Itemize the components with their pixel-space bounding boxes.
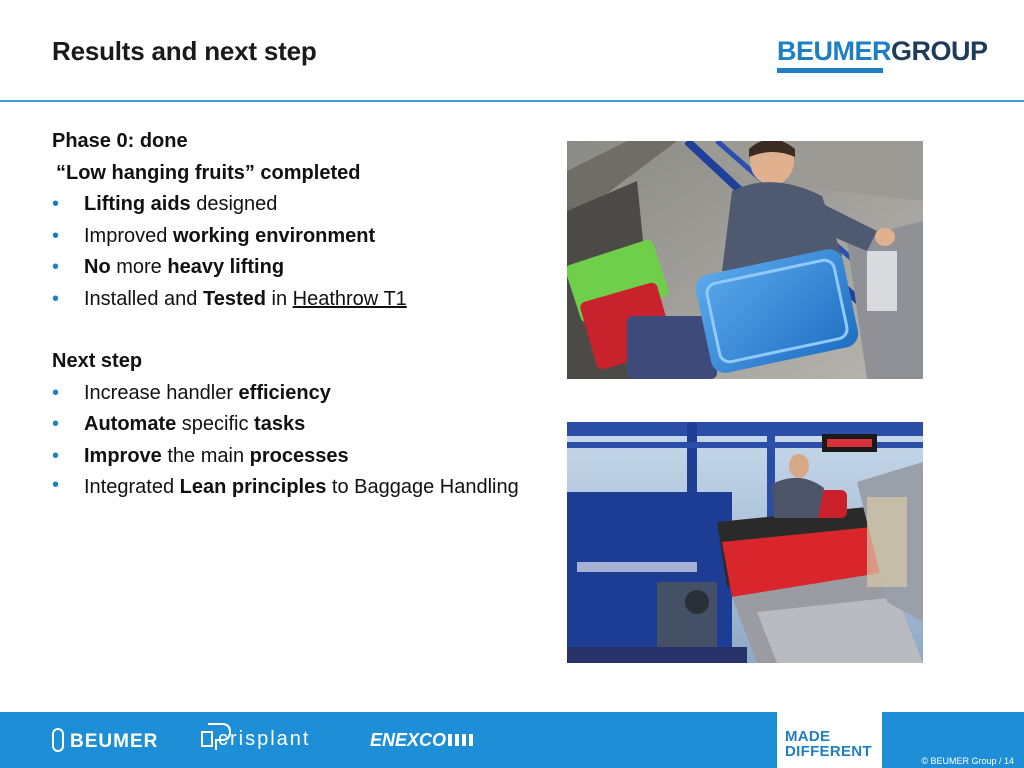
slide-title: Results and next step <box>52 36 317 66</box>
bold-text: heavy lifting <box>167 256 285 278</box>
list-item <box>52 252 522 284</box>
bullet-icon: • <box>52 256 60 278</box>
logo-part-2: GROUP <box>891 36 988 66</box>
footer-enexco-text: ENEXCO <box>370 730 447 750</box>
bold-text: working environment <box>172 224 376 247</box>
bold-text: processes <box>249 444 349 467</box>
different-text: DIFFERENT <box>785 743 872 760</box>
spacer <box>52 315 522 346</box>
photo-baggage-lift-station <box>567 422 923 663</box>
footer-crisplant-text: crisplant <box>218 728 311 750</box>
text: designed <box>190 193 278 215</box>
text: Integrated <box>84 476 180 498</box>
bullet-icon: • <box>52 413 60 435</box>
enexco-bars-icon <box>448 734 476 746</box>
made-text: MADE <box>785 728 831 745</box>
header-divider <box>0 100 1024 102</box>
text: more <box>110 256 168 278</box>
list-item <box>52 441 522 473</box>
bold-text: Lifting aids <box>84 193 191 215</box>
bullet-icon: • <box>52 287 60 310</box>
heathrow-link[interactable]: Heathrow T1 <box>292 287 407 310</box>
list-item <box>52 409 522 441</box>
copyright-text: © BEUMER Group / 14 <box>921 756 1014 766</box>
phase0-heading: Phase 0: done <box>52 130 188 152</box>
logo-underline <box>777 68 883 73</box>
bullet-icon: • <box>52 224 60 247</box>
photo-worker-lifting-suitcase <box>567 141 923 379</box>
made-different-badge <box>777 712 882 768</box>
bold-text: tasks <box>254 413 306 435</box>
next-step-heading: Next step <box>52 350 143 372</box>
bullet-icon: • <box>52 444 60 467</box>
bullet-icon: • <box>52 193 60 215</box>
list-item <box>52 284 522 316</box>
footer-crisplant-logo <box>200 720 340 754</box>
slide-body <box>52 126 522 501</box>
text: specific <box>176 413 255 435</box>
phase0-subheading: “Low hanging fruits” completed <box>56 161 361 184</box>
list-item <box>52 378 522 410</box>
bold-text: Improve <box>84 444 162 467</box>
list-item <box>52 189 522 221</box>
text: Increase handler <box>84 381 239 404</box>
bold-text: Tested <box>202 287 266 310</box>
beumer-mark-icon <box>52 728 64 752</box>
text: in <box>265 287 293 310</box>
list-item <box>52 221 522 253</box>
footer-beumer-logo <box>52 728 158 753</box>
text: to Baggage Handling <box>326 476 519 498</box>
bold-text: Lean principles <box>179 476 327 498</box>
text: the main <box>161 444 250 467</box>
list-item <box>52 472 522 501</box>
beumer-group-logo <box>777 36 988 74</box>
bullet-icon: • <box>52 474 60 496</box>
bold-text: Automate <box>84 413 177 435</box>
footer-beumer-text: BEUMER <box>70 731 159 752</box>
footer-enexco-logo <box>370 730 476 751</box>
bold-text: efficiency <box>238 381 331 404</box>
text: Installed and <box>84 287 203 310</box>
next-step-list <box>52 378 522 502</box>
text: Improved <box>84 224 173 247</box>
bold-text: No <box>84 256 111 278</box>
phase0-list <box>52 189 522 315</box>
logo-part-1: BEUMER <box>777 36 892 66</box>
bullet-icon: • <box>52 381 60 404</box>
